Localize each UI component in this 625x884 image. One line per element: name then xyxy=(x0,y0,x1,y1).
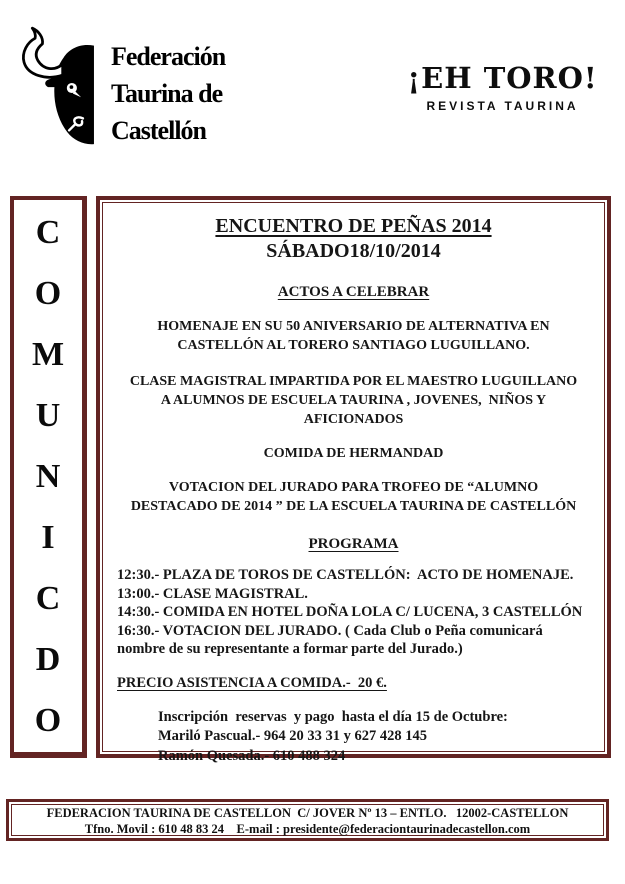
federation-name-line: Federación xyxy=(111,42,226,71)
program-item: 16:30.- VOTACION DEL JURADO. ( Cada Club o Peña comunicará nombre de su representante a formar parte del Jurado.) xyxy=(117,622,547,657)
announcement-box xyxy=(96,196,611,764)
announcement-content xyxy=(102,202,605,764)
footer-box xyxy=(6,799,609,841)
program-heading: PROGRAMA xyxy=(308,536,399,552)
program-item: 12:30.- PLAZA DE TOROS DE CASTELLÓN: ACTO DE HOMENAJE. xyxy=(117,567,574,583)
acts-heading: ACTOS A CELEBRAR xyxy=(277,284,430,300)
act-homenaje: HOMENAJE EN SU 50 ANIVERSARIO DE ALTERNATIVA EN CASTELLÓN AL TORERO SANTIAGO LUGUILLANO. xyxy=(157,319,557,353)
program-list xyxy=(109,566,598,659)
magazine-subtitle: REVISTA TAURINA xyxy=(426,99,579,113)
banner-letter: U xyxy=(35,397,61,434)
banner-letter: M xyxy=(31,336,65,373)
magazine-logo xyxy=(395,62,610,113)
federation-name-line: Taurina de xyxy=(111,79,223,108)
banner-letter: I xyxy=(41,519,55,556)
banner-letter: C xyxy=(35,580,61,617)
federation-name xyxy=(111,38,225,149)
federation-name-line: Castellón xyxy=(111,116,206,145)
registration-deadline: Inscripción reservas y pago hasta el día 15 de Octubre: xyxy=(158,708,508,725)
bull-head-icon xyxy=(13,22,105,154)
banner-letter: D xyxy=(35,641,61,678)
price-line: PRECIO ASISTENCIA A COMIDA.- 20 €. xyxy=(117,674,387,691)
comunicado-vertical-banner xyxy=(10,196,87,758)
banner-letter: C xyxy=(35,214,61,251)
registration-contact-ramon: Ramón Quesada.- 610 488 324 xyxy=(158,747,346,764)
magazine-title: ¡EH TORO! xyxy=(407,61,598,95)
federation-logo xyxy=(13,22,225,154)
footer-contact: Tfno. Movil : 610 48 83 24 E-mail : presidente@federaciontaurinadecastellon.com xyxy=(84,821,531,836)
banner-letter: N xyxy=(35,458,61,495)
banner-letter: O xyxy=(34,275,62,312)
act-clase-magistral: CLASE MAGISTRAL IMPARTIDA POR EL MAESTRO LUGUILLANO A ALUMNOS DE ESCUELA TAURINA , JOVENES, NIÑOS Y AFICIONADOS xyxy=(129,374,580,427)
program-item: 14:30.- COMIDA EN HOTEL DOÑA LOLA C/ LUCENA, 3 CASTELLÓN xyxy=(117,604,583,620)
event-title: ENCUENTRO DE PEÑAS 2014 xyxy=(215,215,492,237)
banner-letter: O xyxy=(34,702,62,739)
footer-content xyxy=(11,804,604,836)
event-date: SÁBADO18/10/2014 xyxy=(266,240,441,262)
program-item: 13:00.- CLASE MAGISTRAL. xyxy=(117,585,308,602)
act-votacion: VOTACION DEL JURADO PARA TROFEO DE “ALUMNO DESTACADO DE 2014 ” DE LA ESCUELA TAURINA DE CASTELLÓN xyxy=(130,480,577,514)
registration-block xyxy=(109,708,598,767)
footer-address: FEDERACION TAURINA DE CASTELLON C/ JOVER Nº 13 – ENTLO. 12002-CASTELLON xyxy=(46,806,569,820)
act-comida: COMIDA DE HERMANDAD xyxy=(263,446,444,461)
registration-contact-marilo: Mariló Pascual.- 964 20 33 31 y 627 428 145 xyxy=(158,728,428,744)
